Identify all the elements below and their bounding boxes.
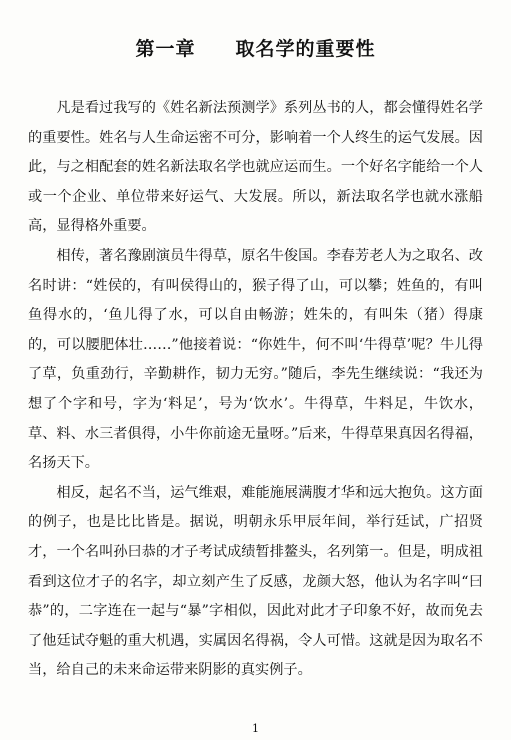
chapter-number: 第一章 xyxy=(135,38,196,60)
chapter-title xyxy=(0,34,511,61)
page-number: 1 xyxy=(252,722,259,735)
chapter-heading: 取名学的重要性 xyxy=(235,38,376,60)
paragraph: 相传，著名豫剧演员牛得草，原名牛俊国。李春芳老人为之取名、改名时讲：“姓侯的，有叫侯得山的，猴子得了山，可以攀；姓鱼的，有叫鱼得水的，‘鱼儿得了水，可以自由畅游；姓朱的，有叫朱（猪）得康的，可以腰肥体壮……”他接着说：“你姓牛，何不叫‘牛得草’呢？牛儿得了草，负重劲行，辛勤耕作，韧力无穷。”随后，李先生继续说：“我还为想了个字和号，字为‘料足’，号为‘饮水’。牛得草，牛料足，牛饮水，草、料、水三者俱得，小牛你前途无量呀。”后来，牛得草果真因名得福，名扬天下。 xyxy=(28,247,483,472)
paragraph: 凡是看过我写的《姓名新法预测学》系列丛书的人，都会懂得姓名学的重要性。姓名与人生命运密不可分，影响着一个人终生的运气发展。因此，与之相配套的姓名新法取名学也就应运而生。一个好名字能给一个人或一个企业、单位带来好运气、大发展。所以，新法取名学也就水涨船高，显得格外重要。 xyxy=(28,100,483,235)
paragraph: 相反，起名不当，运气维艰，难能施展满腹才华和远大抱负。这方面的例子，也是比比皆是。据说，明朝永乐甲辰年间，举行廷试，广招贤才，一个名叫孙曰恭的才子考试成绩暂排鳌头，名列第一。但是，明成祖看到这位才子的名字，却立刻产生了反感，龙颜大怒，他认为名字叫“曰恭”的，二字连在一起与“暴”字相似，因此对此才子印象不好，故而免去了他廷试夺魁的重大机遇，实属因名得祸，令人可惜。这就是因为取名不当，给自己的未来命运带来阴影的真实例子。 xyxy=(28,484,483,679)
body-text xyxy=(28,94,483,686)
